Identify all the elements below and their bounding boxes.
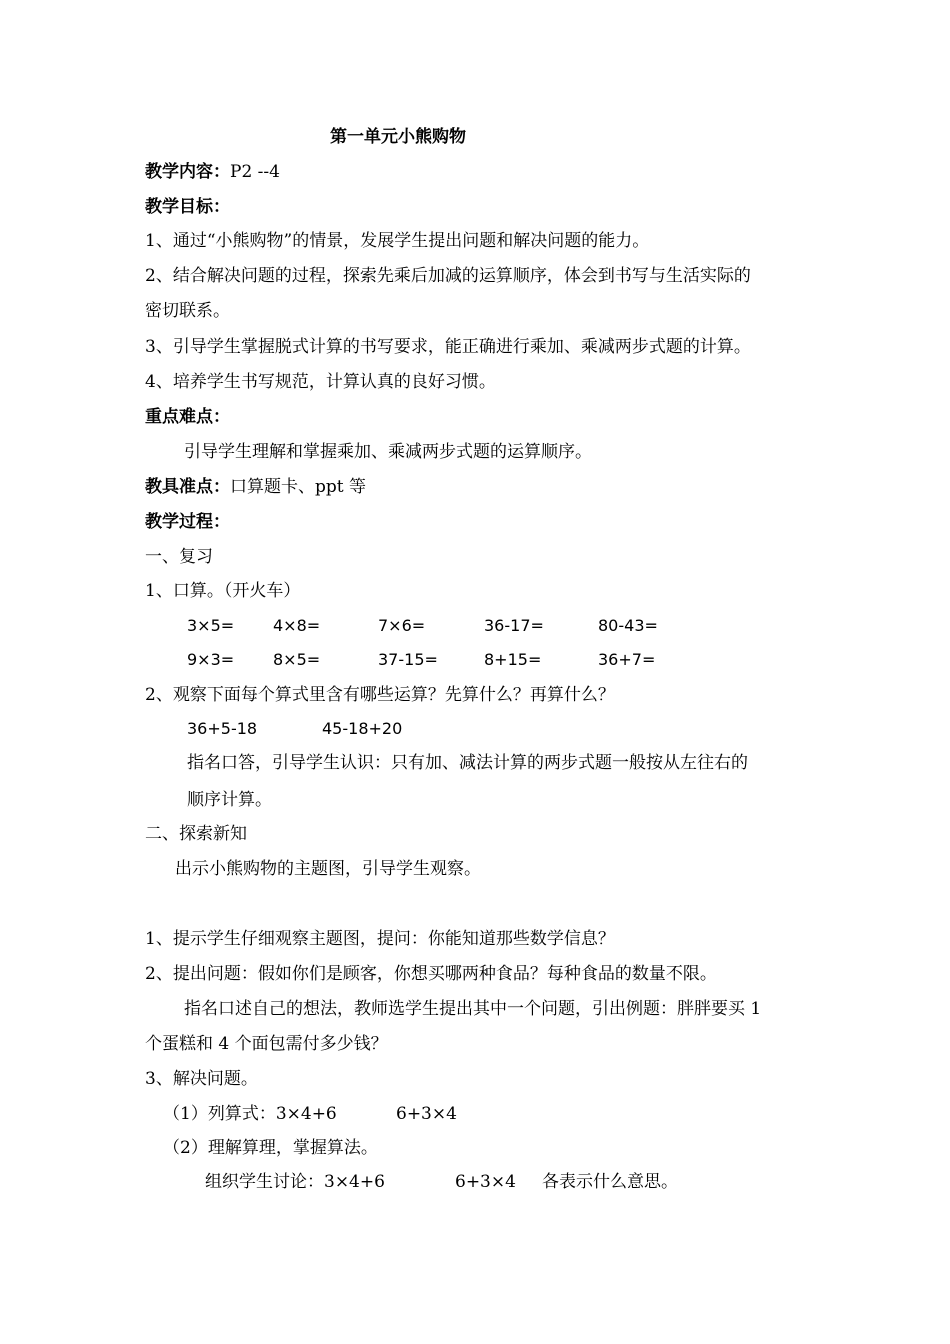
step-2: （2）理解算理，掌握算法。 [163, 1138, 378, 1158]
page-title: 第一单元小熊购物 [330, 127, 466, 147]
tools-line [145, 476, 366, 498]
oral-expr: 8+15= [484, 650, 542, 669]
goal-item: 4、培养学生书写规范，计算认真的良好习惯。 [145, 372, 496, 392]
oral-expr: 36-17= [484, 616, 544, 635]
q2-expr: 45-18+20 [322, 719, 403, 738]
step-2-tail: 各表示什么意思。 [542, 1172, 678, 1192]
step-1-expr: 6+3×4 [396, 1104, 457, 1124]
tools-value: 口算题卡、ppt 等 [230, 477, 366, 497]
goal-item: 2、结合解决问题的过程，探索先乘后加减的运算顺序，体会到书写与生活实际的 [145, 266, 751, 286]
goals-label: 教学目标： [145, 197, 230, 217]
section-review: 一、复习 [145, 547, 213, 567]
goal-item: 1、通过“小熊购物”的情景，发展学生提出问题和解决问题的能力。 [145, 231, 650, 251]
q2-expr: 36+5-18 [187, 719, 258, 738]
oral-expr: 3×5= [187, 616, 235, 635]
key-text: 引导学生理解和掌握乘加、乘减两步式题的运算顺序。 [184, 442, 592, 462]
oral-expr: 36+7= [598, 650, 656, 669]
point-1: 1、提示学生仔细观察主题图，提问：你能知道那些数学信息？ [145, 929, 615, 949]
point-2: 2、提出问题：假如你们是顾客，你想买哪两种食品？每种食品的数量不限。 [145, 964, 717, 984]
step-1: （1）列算式：3×4+6 [163, 1104, 337, 1124]
goal-item: 密切联系。 [145, 301, 230, 321]
goal-item: 3、引导学生掌握脱式计算的书写要求，能正确进行乘加、乘减两步式题的计算。 [145, 337, 751, 357]
q2-note: 顺序计算。 [187, 790, 272, 810]
oral-expr: 4×8= [273, 616, 321, 635]
oral-expr: 8×5= [273, 650, 321, 669]
show-text: 出示小熊购物的主题图，引导学生观察。 [175, 859, 481, 879]
step-2-note: 组织学生讨论：3×4+6 [205, 1172, 385, 1192]
content-label: 教学内容： [145, 162, 230, 182]
oral-expr: 7×6= [378, 616, 426, 635]
step-2-expr: 6+3×4 [455, 1172, 516, 1192]
tools-label: 教具准点： [145, 477, 230, 497]
process-label: 教学过程： [145, 512, 230, 532]
content-line [145, 161, 280, 183]
oral-expr: 9×3= [187, 650, 235, 669]
section-explore: 二、探索新知 [145, 824, 247, 844]
oral-label: 1、口算。（开火车） [145, 581, 301, 601]
key-label: 重点难点： [145, 407, 230, 427]
point-3: 3、解决问题。 [145, 1069, 258, 1089]
q2-note: 指名口答，引导学生认识：只有加、减法计算的两步式题一般按从左往右的 [187, 753, 748, 773]
content-value: P2 --4 [230, 162, 280, 182]
point-2-note: 个蛋糕和 4 个面包需付多少钱？ [145, 1034, 388, 1054]
oral-expr: 80-43= [598, 616, 658, 635]
point-2-note: 指名口述自己的想法，教师选学生提出其中一个问题，引出例题：胖胖要买 1 [184, 999, 762, 1019]
question-2: 2、观察下面每个算式里含有哪些运算？先算什么？再算什么？ [145, 685, 615, 705]
oral-expr: 37-15= [378, 650, 438, 669]
